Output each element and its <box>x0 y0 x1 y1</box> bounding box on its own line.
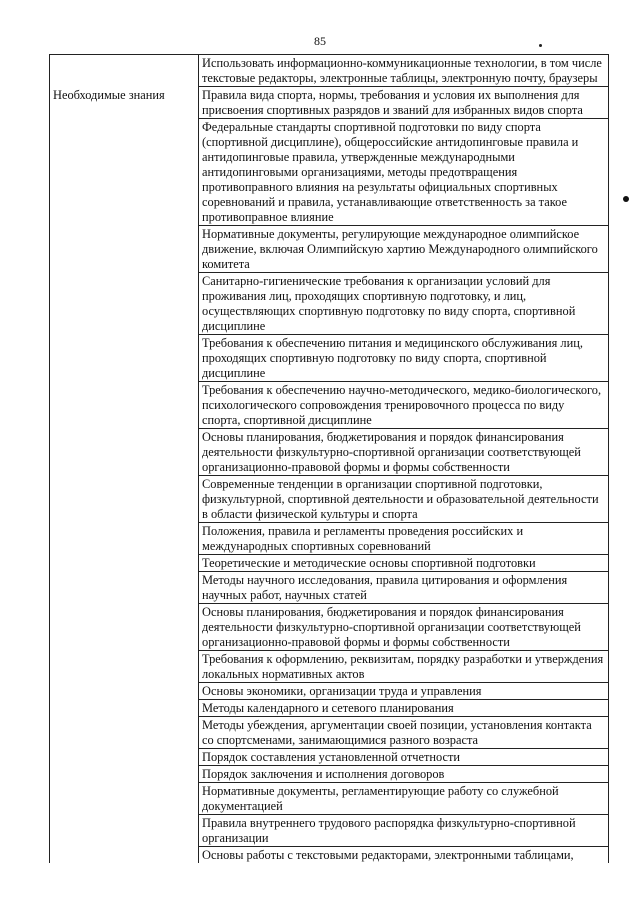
table-row <box>50 523 609 555</box>
knowledge-item: Правила вида спорта, нормы, требования и условия их выполнения для присвоения спортивных разрядов и званий для избранных видов спорта <box>199 87 609 119</box>
knowledge-item: Нормативные документы, регламентирующие работу со служебной документацией <box>199 783 609 815</box>
margin-bullet-mark <box>623 196 629 202</box>
intro-row-text: Использовать информационно-коммуникационные технологии, в том числе текстовые редакторы, электронные таблицы, электронную почту, браузеры <box>199 55 609 87</box>
knowledge-item: Порядок составления установленной отчетности <box>199 749 609 766</box>
table-row <box>50 749 609 766</box>
label-cell-empty <box>50 335 199 382</box>
label-cell-empty <box>50 119 199 226</box>
table-row <box>50 847 609 864</box>
table-row <box>50 119 609 226</box>
label-cell-empty <box>50 847 199 864</box>
label-cell-empty <box>50 429 199 476</box>
label-cell-empty <box>50 226 199 273</box>
knowledge-item: Федеральные стандарты спортивной подготовки по виду спорта (спортивной дисциплине), общероссийские антидопинговые правила и антидопинговые правила, утвержденные международными антидопинговыми организациями, методы предотвращения противоправного влияния на результаты официальных спортивных соревнований и правила, устанавливающие ответственность за такое противоправное влияние <box>199 119 609 226</box>
table-row <box>50 273 609 335</box>
table-row <box>50 766 609 783</box>
knowledge-item: Нормативные документы, регулирующие международное олимпийское движение, включая Олимпийскую хартию Международного олимпийского комитета <box>199 226 609 273</box>
label-cell-empty <box>50 555 199 572</box>
label-cell-empty <box>50 815 199 847</box>
knowledge-item: Методы календарного и сетевого планирования <box>199 700 609 717</box>
label-cell-empty <box>50 683 199 700</box>
table-row <box>50 604 609 651</box>
knowledge-item: Методы убеждения, аргументации своей позиции, установления контакта со спортсменами, занимающимися разного возраста <box>199 717 609 749</box>
label-cell-empty <box>50 717 199 749</box>
label-cell-empty <box>50 783 199 815</box>
knowledge-item: Теоретические и методические основы спортивной подготовки <box>199 555 609 572</box>
knowledge-item: Санитарно-гигиенические требования к организации условий для проживания лиц, проходящих спортивную подготовку, и лиц, осуществляющих спортивную подготовку по виду спорта, спортивной дисциплине <box>199 273 609 335</box>
knowledge-item: Положения, правила и регламенты проведения российских и международных спортивных соревнований <box>199 523 609 555</box>
label-cell-empty <box>50 749 199 766</box>
page-number: 85 <box>314 34 326 48</box>
label-cell-empty <box>50 572 199 604</box>
label-cell-empty <box>50 273 199 335</box>
table-row <box>50 700 609 717</box>
table-row <box>50 815 609 847</box>
label-cell-empty <box>50 523 199 555</box>
label-cell-empty <box>50 476 199 523</box>
label-cell-empty <box>50 700 199 717</box>
table-row <box>50 87 609 119</box>
label-cell-empty <box>50 382 199 429</box>
requirements-table-body <box>50 55 609 864</box>
table-row <box>50 555 609 572</box>
table-row <box>50 476 609 523</box>
label-cell-empty <box>50 766 199 783</box>
label-cell-empty <box>50 604 199 651</box>
knowledge-item: Основы работы с текстовыми редакторами, электронными таблицами, <box>199 847 609 864</box>
knowledge-item: Требования к обеспечению питания и медицинского обслуживания лиц, проходящих спортивную подготовку по виду спорта, спортивной дисциплине <box>199 335 609 382</box>
table-row <box>50 572 609 604</box>
table-row <box>50 651 609 683</box>
table-row <box>50 717 609 749</box>
label-cell-empty <box>50 651 199 683</box>
table-row <box>50 683 609 700</box>
knowledge-item: Методы научного исследования, правила цитирования и оформления научных работ, научных статей <box>199 572 609 604</box>
table-row <box>50 382 609 429</box>
knowledge-item: Основы планирования, бюджетирования и порядок финансирования деятельности физкультурно-спортивной организации соответствующей организационно-правовой формы и формы собственности <box>199 429 609 476</box>
table-row <box>50 55 609 87</box>
knowledge-item: Правила внутреннего трудового распорядка физкультурно-спортивной организации <box>199 815 609 847</box>
knowledge-item: Современные тенденции в организации спортивной подготовки, физкультурной, спортивной деятельности и образовательной деятельности в области физической культуры и спорта <box>199 476 609 523</box>
knowledge-item: Основы планирования, бюджетирования и порядок финансирования деятельности физкультурно-спортивной организации соответствующей организационно-правовой формы и формы собственности <box>199 604 609 651</box>
knowledge-item: Требования к обеспечению научно-методического, медико-биологического, психологического сопровождения тренировочного процесса по виду спорта, спортивной дисциплине <box>199 382 609 429</box>
table-row <box>50 226 609 273</box>
table-row <box>50 783 609 815</box>
table-row <box>50 429 609 476</box>
table-row <box>50 335 609 382</box>
requirements-table <box>49 54 609 863</box>
knowledge-item: Основы экономики, организации труда и управления <box>199 683 609 700</box>
scan-artifact-dot <box>539 44 542 47</box>
label-cell-empty <box>50 55 199 87</box>
section-label: Необходимые знания <box>50 87 199 119</box>
knowledge-item: Порядок заключения и исполнения договоров <box>199 766 609 783</box>
knowledge-item: Требования к оформлению, реквизитам, порядку разработки и утверждения локальных нормативных актов <box>199 651 609 683</box>
